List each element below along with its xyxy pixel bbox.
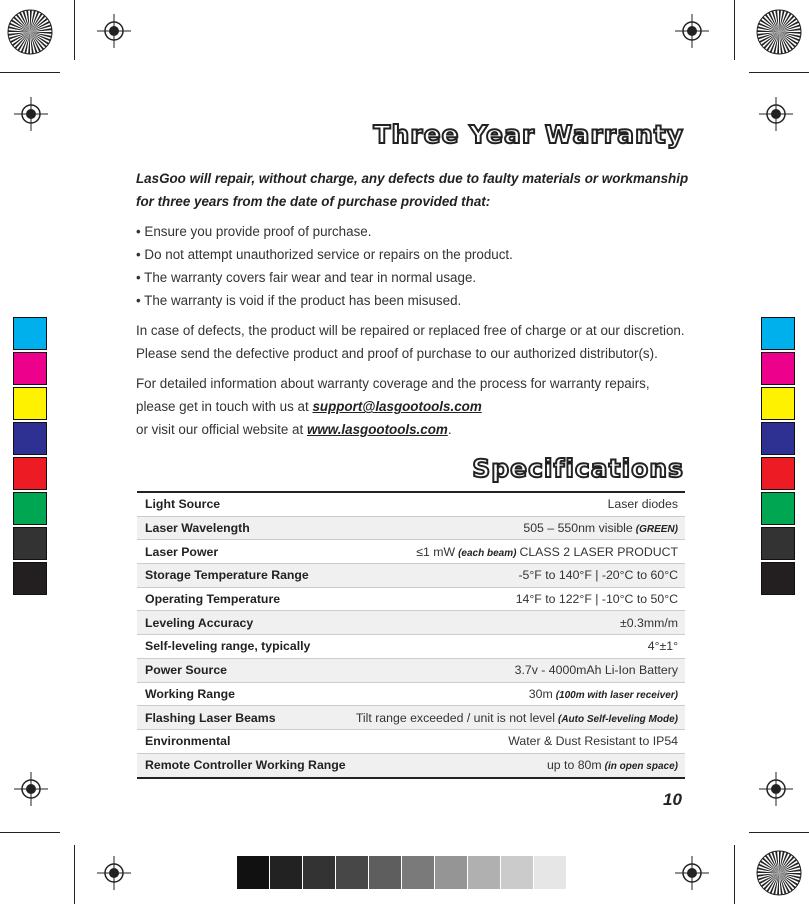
color-swatch <box>761 492 795 525</box>
crop-mark <box>74 845 75 904</box>
spec-label: Light Source <box>145 497 221 512</box>
color-swatch <box>13 317 47 350</box>
list-item: • The warranty covers fair wear and tear in normal usage. <box>136 270 477 285</box>
color-swatch <box>13 352 47 385</box>
spec-label: Power Source <box>145 663 228 678</box>
table-row <box>137 706 685 730</box>
spec-label: Operating Temperature <box>145 592 281 607</box>
color-swatch <box>13 527 47 560</box>
table-row <box>137 588 685 612</box>
list-item: • Do not attempt unauthorized service or repairs on the product. <box>136 247 513 262</box>
table-row <box>137 635 685 659</box>
list-item: • Ensure you provide proof of purchase. <box>136 224 372 239</box>
color-swatch <box>13 457 47 490</box>
gray-swatch <box>237 856 269 889</box>
color-swatch <box>761 352 795 385</box>
gray-swatch <box>336 856 368 889</box>
spec-value: up to 80m (in open space) <box>546 758 678 773</box>
spec-value: 4°±1° <box>647 639 678 654</box>
spec-label: Environmental <box>145 734 231 749</box>
spec-label: Self-leveling range, typically <box>145 639 311 654</box>
spec-label: Laser Power <box>145 544 219 559</box>
spec-value: 3.7v - 4000mAh Li-Ion Battery <box>514 663 678 678</box>
table-row <box>137 659 685 683</box>
grayscale-bar <box>237 856 567 889</box>
spec-value: 505 – 550nm visible (GREEN) <box>523 521 678 536</box>
page-number: 10 <box>663 790 682 809</box>
color-swatch <box>13 387 47 420</box>
gray-swatch <box>534 856 566 889</box>
gray-swatch <box>435 856 467 889</box>
gray-swatch <box>468 856 500 889</box>
spec-value: Water & Dust Resistant to IP54 <box>508 734 678 749</box>
crop-mark <box>0 832 60 833</box>
spec-label: Laser Wavelength <box>145 521 250 536</box>
registration-mark-icon <box>759 97 793 131</box>
sunburst-mark-icon <box>756 850 802 896</box>
registration-mark-icon <box>675 14 709 48</box>
warranty-title: Three Year Warranty <box>373 120 684 149</box>
color-swatch <box>13 562 47 595</box>
specifications-title: Specifications <box>472 454 684 483</box>
color-swatch <box>761 562 795 595</box>
spec-label: Remote Controller Working Range <box>145 758 346 773</box>
color-swatch <box>761 457 795 490</box>
color-strip-right <box>761 317 795 597</box>
crop-mark <box>74 0 75 60</box>
contact-text: or visit our official website at <box>136 422 304 437</box>
spec-label: Working Range <box>145 686 235 701</box>
registration-mark-icon <box>14 97 48 131</box>
table-row <box>137 754 685 778</box>
warranty-conditions-list <box>136 220 513 312</box>
website-link[interactable]: www.lasgootools.com <box>306 422 448 437</box>
table-row <box>137 564 685 588</box>
warranty-intro: LasGoo will repair, without charge, any defects due to faulty materials or workmanship for three years from the date of purchase provided that: <box>136 171 689 209</box>
spec-value: Laser diodes <box>607 497 678 512</box>
period: . <box>447 422 452 437</box>
gray-swatch <box>369 856 401 889</box>
registration-mark-icon <box>97 856 131 890</box>
table-row <box>137 611 685 635</box>
specifications-table <box>137 491 685 779</box>
registration-mark-icon <box>14 772 48 806</box>
sunburst-mark-icon <box>7 9 53 55</box>
color-swatch <box>761 317 795 350</box>
crop-mark <box>749 832 809 833</box>
color-swatch <box>13 422 47 455</box>
spec-label: Leveling Accuracy <box>145 615 254 630</box>
table-row <box>137 517 685 541</box>
spec-value: 30m (100m with laser receiver) <box>528 686 678 701</box>
support-email-link[interactable]: support@lasgootools.com <box>312 399 482 414</box>
registration-mark-icon <box>759 772 793 806</box>
gray-swatch <box>303 856 335 889</box>
crop-mark <box>734 0 735 60</box>
color-swatch <box>13 492 47 525</box>
table-row <box>137 683 685 707</box>
spec-label: Flashing Laser Beams <box>145 710 276 725</box>
sunburst-mark-icon <box>756 9 802 55</box>
crop-mark <box>0 72 60 73</box>
list-item: • The warranty is void if the product has been misused. <box>136 293 462 308</box>
color-swatch <box>761 387 795 420</box>
color-swatch <box>761 527 795 560</box>
contact-text: For detailed information about warranty coverage and the process for warranty repairs, please get in touch with us at <box>136 376 650 414</box>
table-row <box>137 493 685 517</box>
gray-swatch <box>270 856 302 889</box>
color-strip-left <box>13 317 47 597</box>
table-row <box>137 730 685 754</box>
crop-mark <box>734 845 735 904</box>
spec-value: ≤1 mW (each beam) CLASS 2 LASER PRODUCT <box>416 544 678 559</box>
contact-paragraph <box>136 372 666 441</box>
spec-value: ±0.3mm/m <box>620 615 678 630</box>
registration-mark-icon <box>675 856 709 890</box>
spec-value: 14°F to 122°F | -10°C to 50°C <box>515 592 678 607</box>
table-row <box>137 540 685 564</box>
gray-swatch <box>501 856 533 889</box>
defects-paragraph: In case of defects, the product will be repaired or replaced free of charge or at our discretion. Please send the defective product and proof of purchase to our authorized distributor(s). <box>136 323 685 361</box>
color-swatch <box>761 422 795 455</box>
spec-value: -5°F to 140°F | -20°C to 60°C <box>518 568 678 583</box>
spec-label: Storage Temperature Range <box>145 568 309 583</box>
crop-mark <box>749 72 809 73</box>
gray-swatch <box>402 856 434 889</box>
spec-value: Tilt range exceeded / unit is not level (Auto Self-leveling Mode) <box>355 710 678 725</box>
registration-mark-icon <box>97 14 131 48</box>
